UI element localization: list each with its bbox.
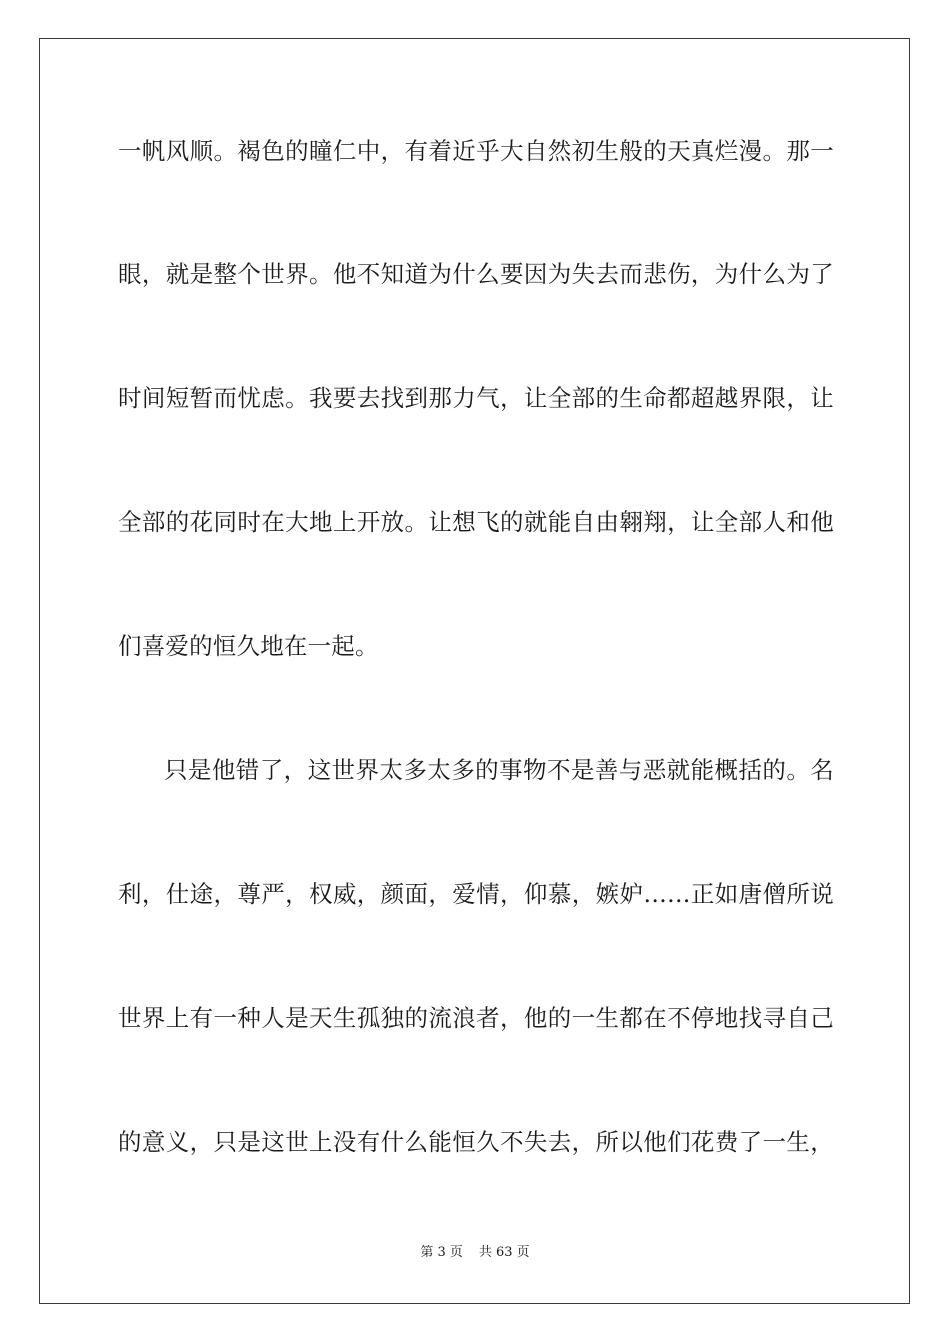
paragraph-line: 利，仕途，尊严，权威，颜面，爱情，仰慕，嫉妒……正如唐僧所说 (118, 880, 834, 908)
paragraph-line: 的意义，只是这世上没有什么能恒久不失去，所以他们花费了一生， (118, 1128, 834, 1156)
paragraph-line: 全部的花同时在大地上开放。让想飞的就能自由翱翔，让全部人和他 (118, 508, 834, 536)
page-frame (39, 38, 910, 1304)
page-number: 第 3 页 (420, 1245, 463, 1260)
paragraph-line: 一帆风顺。褐色的瞳仁中，有着近乎大自然初生般的天真烂漫。那一 (118, 137, 834, 165)
paragraph-line: 们喜爱的恒久地在一起。 (118, 632, 379, 660)
paragraph-line: 时间短暂而忧虑。我要去找到那力气，让全部的生命都超越界限，让 (118, 384, 834, 412)
page-footer (0, 1244, 950, 1262)
paragraph-line: 世界上有一种人是天生孤独的流浪者，他的一生都在不停地找寻自己 (118, 1004, 834, 1032)
page-total: 共 63 页 (478, 1245, 530, 1260)
paragraph-line: 眼，就是整个世界。他不知道为什么要因为失去而悲伤，为什么为了 (118, 260, 834, 288)
paragraph-line: 只是他错了，这世界太多太多的事物不是善与恶就能概括的。名 (164, 756, 834, 784)
